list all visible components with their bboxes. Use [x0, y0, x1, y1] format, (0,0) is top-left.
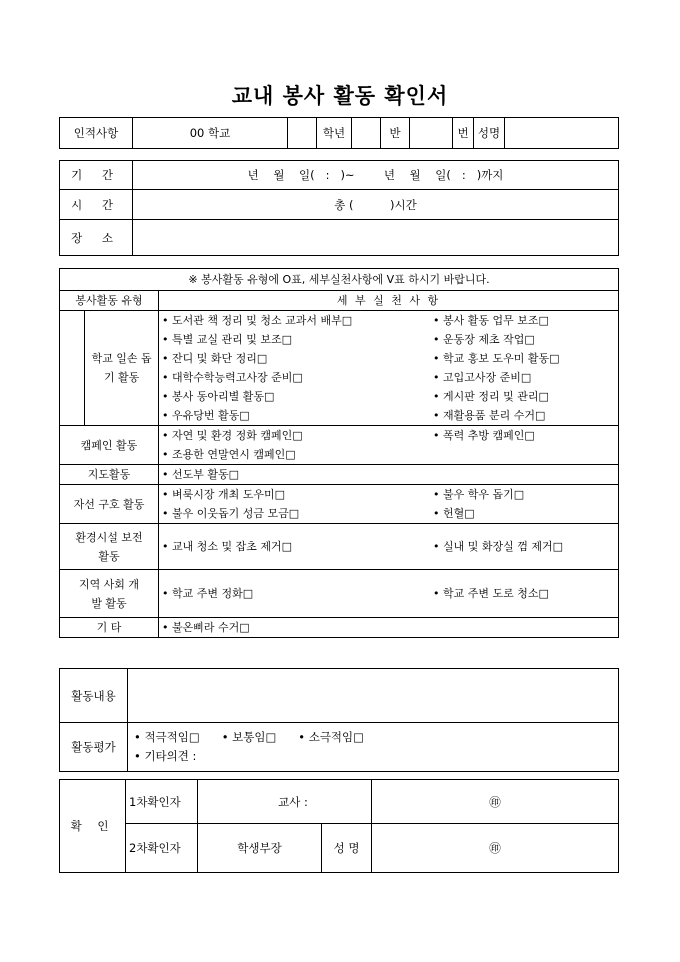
hours-label: 시 간 — [60, 190, 133, 220]
detail-item[interactable]: • 교내 청소 및 잡초 제거□ — [162, 540, 292, 553]
activity-row-environment — [60, 524, 619, 570]
personal-label: 인적사항 — [60, 118, 133, 149]
detail-item[interactable]: • 불우 학우 돕기□ — [433, 488, 525, 501]
first-seal: ㊞ — [372, 780, 619, 824]
detail-item[interactable]: • 고입고사장 준비□ — [433, 371, 532, 384]
detail-item[interactable]: • 폭력 추방 캠페인□ — [433, 429, 535, 442]
activity-type-other[interactable]: 기 타 — [60, 618, 159, 638]
confirmation-table — [59, 779, 619, 873]
eval-option-normal[interactable]: • 보통임□ — [221, 730, 277, 744]
eval-option-passive[interactable]: • 소극적임□ — [298, 730, 365, 744]
type-header: 봉사활동 유형 — [60, 291, 159, 311]
detail-item[interactable]: • 봉사 동아리별 활동□ — [162, 390, 275, 403]
detail-item[interactable]: • 대학수학능력고사장 준비□ — [162, 371, 303, 384]
activity-type-environment[interactable]: 환경시설 보전활동 — [60, 524, 159, 570]
number-input[interactable] — [410, 118, 453, 149]
period-label: 기 간 — [60, 161, 133, 190]
content-field[interactable] — [128, 669, 619, 723]
detail-item[interactable]: • 헌혈□ — [433, 507, 475, 520]
name-label: 성 명 — [322, 824, 372, 873]
detail-item[interactable]: • 불온삐라 수거□ — [162, 621, 250, 634]
activities-notice: ※ 봉사활동 유형에 O표, 세부실천사항에 V표 하시기 바랍니다. — [60, 269, 619, 291]
name-input[interactable] — [505, 118, 619, 149]
activity-type-campaign[interactable]: 캠페인 활동 — [60, 426, 159, 465]
activity-row-other — [60, 618, 619, 638]
eval-other-opinion[interactable]: • 기타의견 : — [134, 749, 197, 763]
detail-item[interactable]: • 도서관 책 정리 및 청소 교과서 배부□ — [162, 314, 353, 327]
name-label: 성명 — [474, 118, 505, 149]
activities-table — [59, 268, 619, 638]
second-confirmer-role: 학생부장 — [198, 824, 322, 873]
school-name[interactable]: 00 학교 — [133, 118, 288, 149]
second-seal: ㊞ — [372, 824, 619, 873]
activity-type-charity[interactable]: 자선 구호 활동 — [60, 485, 159, 524]
eval-option-active[interactable]: • 적극적임□ — [134, 730, 200, 744]
hours-field[interactable]: 총 ( )시간 — [133, 190, 619, 220]
detail-item[interactable]: • 자연 및 환경 정화 캠페인□ — [162, 429, 303, 442]
class-input[interactable] — [352, 118, 381, 149]
content-label: 활동내용 — [60, 669, 128, 723]
detail-header: 세 부 실 천 사 항 — [159, 291, 619, 311]
period-field[interactable]: 년 월 일( : )~ 년 월 일( : )까지 — [133, 161, 619, 190]
schedule-table — [59, 160, 619, 256]
evaluation-label: 활동평가 — [60, 723, 128, 772]
activity-row-school — [60, 311, 619, 426]
detail-item[interactable]: • 봉사 활동 업무 보조□ — [433, 314, 549, 327]
detail-item[interactable]: • 실내 및 화장실 껌 제거□ — [433, 540, 563, 553]
detail-item[interactable]: • 학교 홍보 도우미 활동□ — [433, 352, 560, 365]
first-confirmer-label: 1차확인자 — [126, 780, 198, 824]
activity-row-charity — [60, 485, 619, 524]
class-label: 반 — [381, 118, 410, 149]
activity-row-community — [60, 570, 619, 618]
detail-item[interactable]: • 특별 교실 관리 및 보조□ — [162, 333, 292, 346]
number-label: 번 — [453, 118, 474, 149]
activity-row-guidance — [60, 465, 619, 485]
grade-label: 학년 — [317, 118, 352, 149]
detail-item[interactable]: • 잔디 및 화단 정리□ — [162, 352, 268, 365]
detail-item[interactable]: • 조용한 연말연시 캠페인□ — [162, 448, 296, 461]
evaluation-table — [59, 668, 619, 772]
detail-item[interactable]: • 게시판 정리 및 관리□ — [433, 390, 549, 403]
detail-item[interactable]: • 운동장 제초 작업□ — [433, 333, 535, 346]
detail-item[interactable]: • 학교 주변 도로 청소□ — [433, 587, 549, 600]
document-title: 교내 봉사 활동 확인서 — [231, 83, 449, 108]
place-label: 장 소 — [60, 220, 133, 256]
activity-type-label: 학교 일손 돕기 활동 — [91, 352, 152, 384]
detail-item[interactable]: • 벼룩시장 개최 도우미□ — [162, 488, 286, 501]
place-field[interactable] — [133, 220, 619, 256]
grade-input[interactable] — [288, 118, 317, 149]
activity-type-community[interactable]: 지역 사회 개발 활동 — [60, 570, 159, 618]
second-confirmer-label: 2차확인자 — [126, 824, 198, 873]
detail-item[interactable]: • 불우 이웃돕기 성금 모금□ — [162, 507, 300, 520]
detail-item[interactable]: • 우유당번 활동□ — [162, 409, 250, 422]
personal-info-table — [59, 117, 619, 149]
activity-type-guidance[interactable]: 지도활동 — [60, 465, 159, 485]
detail-item[interactable]: • 재활용품 분리 수거□ — [433, 409, 546, 422]
activity-type-school[interactable] — [85, 311, 159, 426]
first-confirmer-role[interactable]: 교사 : — [198, 780, 372, 824]
activity-row-campaign — [60, 426, 619, 465]
detail-item[interactable]: • 학교 주변 정화□ — [162, 587, 254, 600]
confirm-label: 확 인 — [60, 780, 126, 873]
detail-item[interactable]: • 선도부 활동□ — [162, 468, 240, 481]
